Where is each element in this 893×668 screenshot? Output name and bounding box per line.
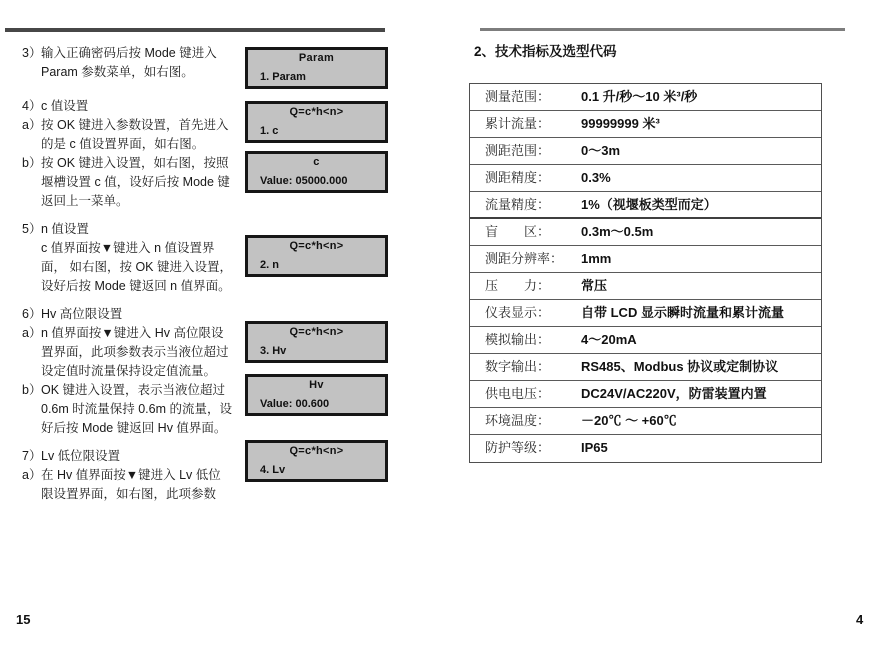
table-row bbox=[470, 84, 821, 111]
spec-value: 自带 LCD 显示瞬时流量和累计流量 bbox=[581, 305, 784, 320]
table-row bbox=[470, 300, 821, 327]
paragraph-step6-heading bbox=[22, 305, 244, 324]
text-line: OK 键进入设置，表示当液位超过 bbox=[41, 383, 226, 397]
lcd-title: Q=c*h<n> bbox=[289, 106, 344, 118]
table-row bbox=[470, 111, 821, 138]
spec-label: 测量范围： bbox=[485, 89, 551, 104]
lcd-title: Q=c*h<n> bbox=[289, 326, 344, 338]
spec-value: 4～20mA bbox=[581, 332, 637, 347]
table-row bbox=[470, 273, 821, 300]
lcd-title: Param bbox=[298, 52, 335, 64]
text-line: 的是 c 值设置界面，如右图。 bbox=[41, 137, 205, 151]
lcd-menu-item: 3. Hv bbox=[260, 345, 287, 357]
paragraph-step6a bbox=[22, 324, 244, 381]
text-line: 返回上一菜单。 bbox=[41, 194, 129, 208]
lcd-screen-param bbox=[245, 47, 388, 89]
lcd-title: Hv bbox=[309, 379, 324, 391]
spec-value: 0.1 升/秒～10 米³/秒 bbox=[581, 89, 698, 104]
text-line: 按 OK 键进入参数设置，首先进入 bbox=[41, 118, 229, 132]
lcd-screen-hv-menu bbox=[245, 321, 388, 363]
spec-value: RS485、Modbus 协议或定制协议 bbox=[581, 359, 779, 374]
list-marker: 6） bbox=[22, 307, 42, 321]
text-line: Param 参数菜单，如右图。 bbox=[41, 65, 194, 79]
list-marker: a） bbox=[22, 326, 42, 340]
spec-value: IP65 bbox=[581, 440, 608, 455]
spec-value: 0～3m bbox=[581, 143, 621, 158]
spec-label: 供电电压： bbox=[485, 386, 551, 401]
table-row bbox=[470, 192, 821, 219]
lcd-title: Q=c*h<n> bbox=[289, 240, 344, 252]
spec-label: 盲 区： bbox=[485, 224, 551, 239]
text-line: c 值界面按▼键进入 n 值设置界 bbox=[41, 241, 215, 255]
list-marker: 7） bbox=[22, 449, 42, 463]
lcd-title: c bbox=[313, 156, 320, 168]
lcd-menu-item: 2. n bbox=[260, 259, 279, 271]
paragraph-step6b bbox=[22, 381, 244, 438]
table-row bbox=[470, 354, 821, 381]
table-row bbox=[470, 246, 821, 273]
page-number-right: 4 bbox=[856, 612, 864, 627]
spec-value: 1%（视堰板类型而定） bbox=[581, 197, 717, 212]
text-line: 在 Hv 值界面按▼键进入 Lv 低位 bbox=[41, 468, 221, 482]
table-row bbox=[470, 435, 821, 462]
text-line: 0.6m 时流量保持 0.6m 的流量，设 bbox=[41, 402, 232, 416]
text-line: Lv 低位限设置 bbox=[41, 449, 121, 463]
table-row bbox=[470, 381, 821, 408]
text-line: 置界面，此项参数表示当液位超过 bbox=[41, 345, 229, 359]
table-row bbox=[470, 165, 821, 192]
spec-label: 仪表显示： bbox=[485, 305, 551, 320]
paragraph-step3 bbox=[22, 44, 244, 82]
lcd-screen-c-menu bbox=[245, 101, 388, 143]
list-marker: 4） bbox=[22, 99, 42, 113]
text-line: 设好后按 Mode 键返回 n 值界面。 bbox=[41, 279, 231, 293]
paragraph-step5-body bbox=[22, 239, 244, 296]
list-marker: 5） bbox=[22, 222, 42, 236]
spec-label: 压 力： bbox=[485, 278, 551, 293]
paragraph-step4-heading bbox=[22, 97, 244, 116]
text-line: 面， 如右图，按 OK 键进入设置， bbox=[41, 260, 232, 274]
list-marker: a） bbox=[22, 118, 42, 132]
spec-label: 累计流量： bbox=[485, 116, 551, 131]
spec-label: 防护等级： bbox=[485, 440, 551, 455]
lcd-screen-lv-menu bbox=[245, 440, 388, 482]
text-line: c 值设置 bbox=[41, 99, 89, 113]
text-line: n 值设置 bbox=[41, 222, 89, 236]
spec-value: 1mm bbox=[581, 251, 612, 266]
text-line: 限设置界面，如右图，此项参数 bbox=[41, 487, 217, 501]
spec-table bbox=[469, 83, 822, 463]
list-marker: a） bbox=[22, 468, 42, 482]
lcd-menu-item: 4. Lv bbox=[260, 464, 286, 476]
paragraph-step5-heading bbox=[22, 220, 244, 239]
text-line: 输入正确密码后按 Mode 键进入 bbox=[41, 46, 217, 60]
text-line: 设定值时流量保持设定值流量。 bbox=[41, 364, 217, 378]
spec-label: 模拟输出： bbox=[485, 332, 551, 347]
paragraph-step4a bbox=[22, 116, 244, 154]
list-marker: b） bbox=[22, 383, 42, 397]
lcd-screen-hv-value bbox=[245, 374, 388, 416]
lcd-menu-item: 1. c bbox=[260, 125, 279, 137]
right-page-top-rule bbox=[480, 28, 845, 31]
spec-label: 测距精度： bbox=[485, 170, 551, 185]
spec-value: 0.3% bbox=[581, 170, 611, 185]
table-row bbox=[470, 219, 821, 246]
lcd-value: Value: 05000.000 bbox=[260, 175, 348, 187]
list-marker: 3） bbox=[22, 46, 42, 60]
paragraph-step4b bbox=[22, 154, 244, 211]
section-title: 2、技术指标及选型代码 bbox=[474, 44, 617, 59]
spec-value: 99999999 米³ bbox=[581, 116, 660, 131]
instructions-column bbox=[22, 44, 244, 504]
spec-label: 测距分辨率： bbox=[485, 251, 564, 266]
lcd-value: Value: 00.600 bbox=[260, 398, 330, 410]
text-line: 按 OK 键进入设置，如右图，按照 bbox=[41, 156, 229, 170]
spec-value: DC24V/AC220V，防雷装置内置 bbox=[581, 386, 767, 401]
spec-value: －20℃ ～ +60℃ bbox=[581, 413, 677, 428]
table-row bbox=[470, 327, 821, 354]
table-row bbox=[470, 408, 821, 435]
text-line: n 值界面按▼键进入 Hv 高位限设 bbox=[41, 326, 224, 340]
table-row bbox=[470, 138, 821, 165]
spec-value: 常压 bbox=[581, 278, 608, 293]
spec-value: 0.3m～0.5m bbox=[581, 224, 654, 239]
lcd-screen-c-value bbox=[245, 151, 388, 193]
lcd-menu-item: 1. Param bbox=[260, 71, 306, 83]
spec-label: 流量精度： bbox=[485, 197, 551, 212]
spec-label: 环境温度： bbox=[485, 413, 551, 428]
lcd-title: Q=c*h<n> bbox=[289, 445, 344, 457]
spec-label: 数字输出： bbox=[485, 359, 551, 374]
spec-label: 测距范围： bbox=[485, 143, 551, 158]
paragraph-step7a bbox=[22, 466, 244, 504]
text-line: 堰槽设置 c 值，设好后按 Mode 键 bbox=[41, 175, 230, 189]
list-marker: b） bbox=[22, 156, 42, 170]
text-line: Hv 高位限设置 bbox=[41, 307, 123, 321]
page-number-left: 15 bbox=[16, 612, 31, 627]
lcd-screen-n-menu bbox=[245, 235, 388, 277]
text-line: 好后按 Mode 键返回 Hv 值界面。 bbox=[41, 421, 227, 435]
left-page-top-rule bbox=[5, 28, 385, 32]
paragraph-step7-heading bbox=[22, 447, 244, 466]
